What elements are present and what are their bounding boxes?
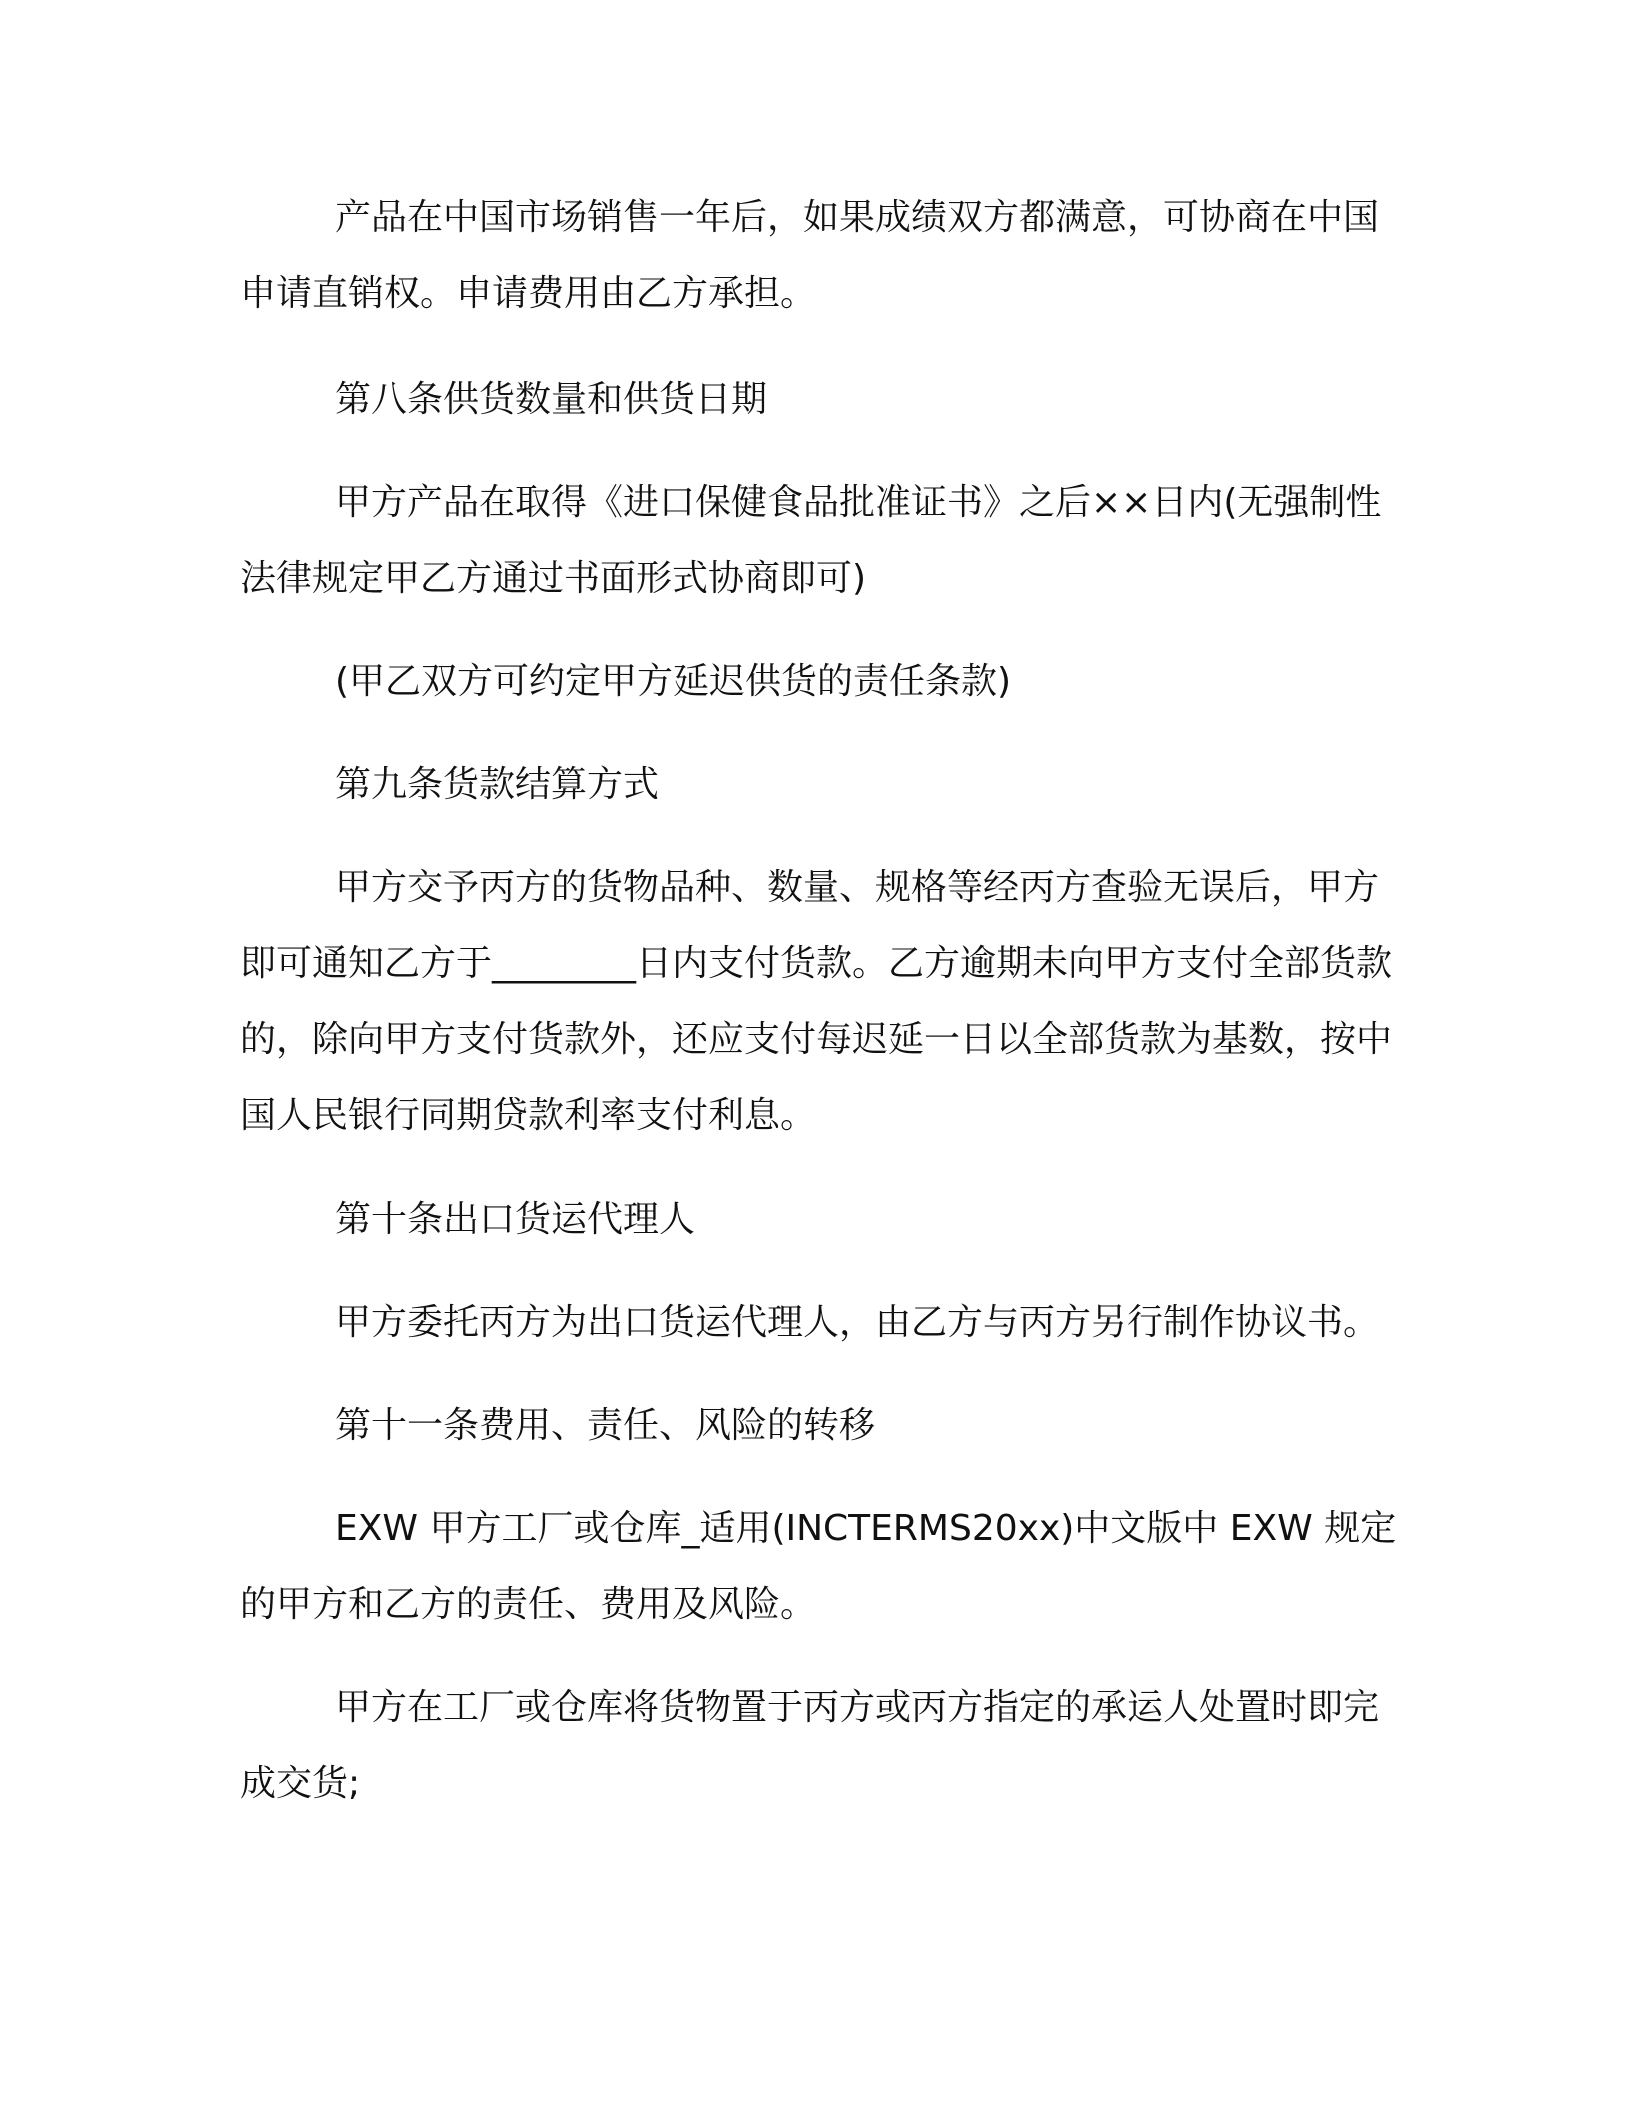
- heading-article-10: 第十条出口货运代理人: [335, 1199, 696, 1240]
- paragraph-delivery-completion: 甲方在工厂或仓库将货物置于丙方或丙方指定的承运人处置时即完成交货;: [240, 1687, 1380, 1804]
- paragraph-direct-sales-right: 产品在中国市场销售一年后，如果成绩双方都满意，可协商在中国申请直销权。申请费用由乙方承担。: [240, 197, 1380, 314]
- paragraph-delay-liability: (甲乙双方可约定甲方延迟供货的责任条款): [335, 661, 1012, 702]
- paragraph-freight-agent: 甲方委托丙方为出口货运代理人，由乙方与丙方另行制作协议书。: [335, 1302, 1380, 1343]
- heading-article-11: 第十一条费用、责任、风险的转移: [335, 1405, 876, 1446]
- paragraph-payment-settlement: 甲方交予丙方的货物品种、数量、规格等经丙方查验无误后，甲方即可通知乙方于________日内支付货款。乙方逾期未向甲方支付全部货款的，除向甲方支付货款外，还应支付每迟延一日以全部货款为基数，按中国人民银行同期贷款利率支付利息。: [240, 867, 1393, 1136]
- paragraph-supply-date: 甲方产品在取得《进口保健食品批准证书》之后××日内(无强制性法律规定甲乙方通过书面形式协商即可): [240, 482, 1382, 599]
- heading-article-8: 第八条供货数量和供货日期: [335, 379, 768, 420]
- paragraph-exw-terms: EXW 甲方工厂或仓库_适用(INCTERMS20xx)中文版中 EXW 规定的甲方和乙方的责任、费用及风险。: [240, 1508, 1397, 1625]
- heading-article-9: 第九条货款结算方式: [335, 764, 660, 805]
